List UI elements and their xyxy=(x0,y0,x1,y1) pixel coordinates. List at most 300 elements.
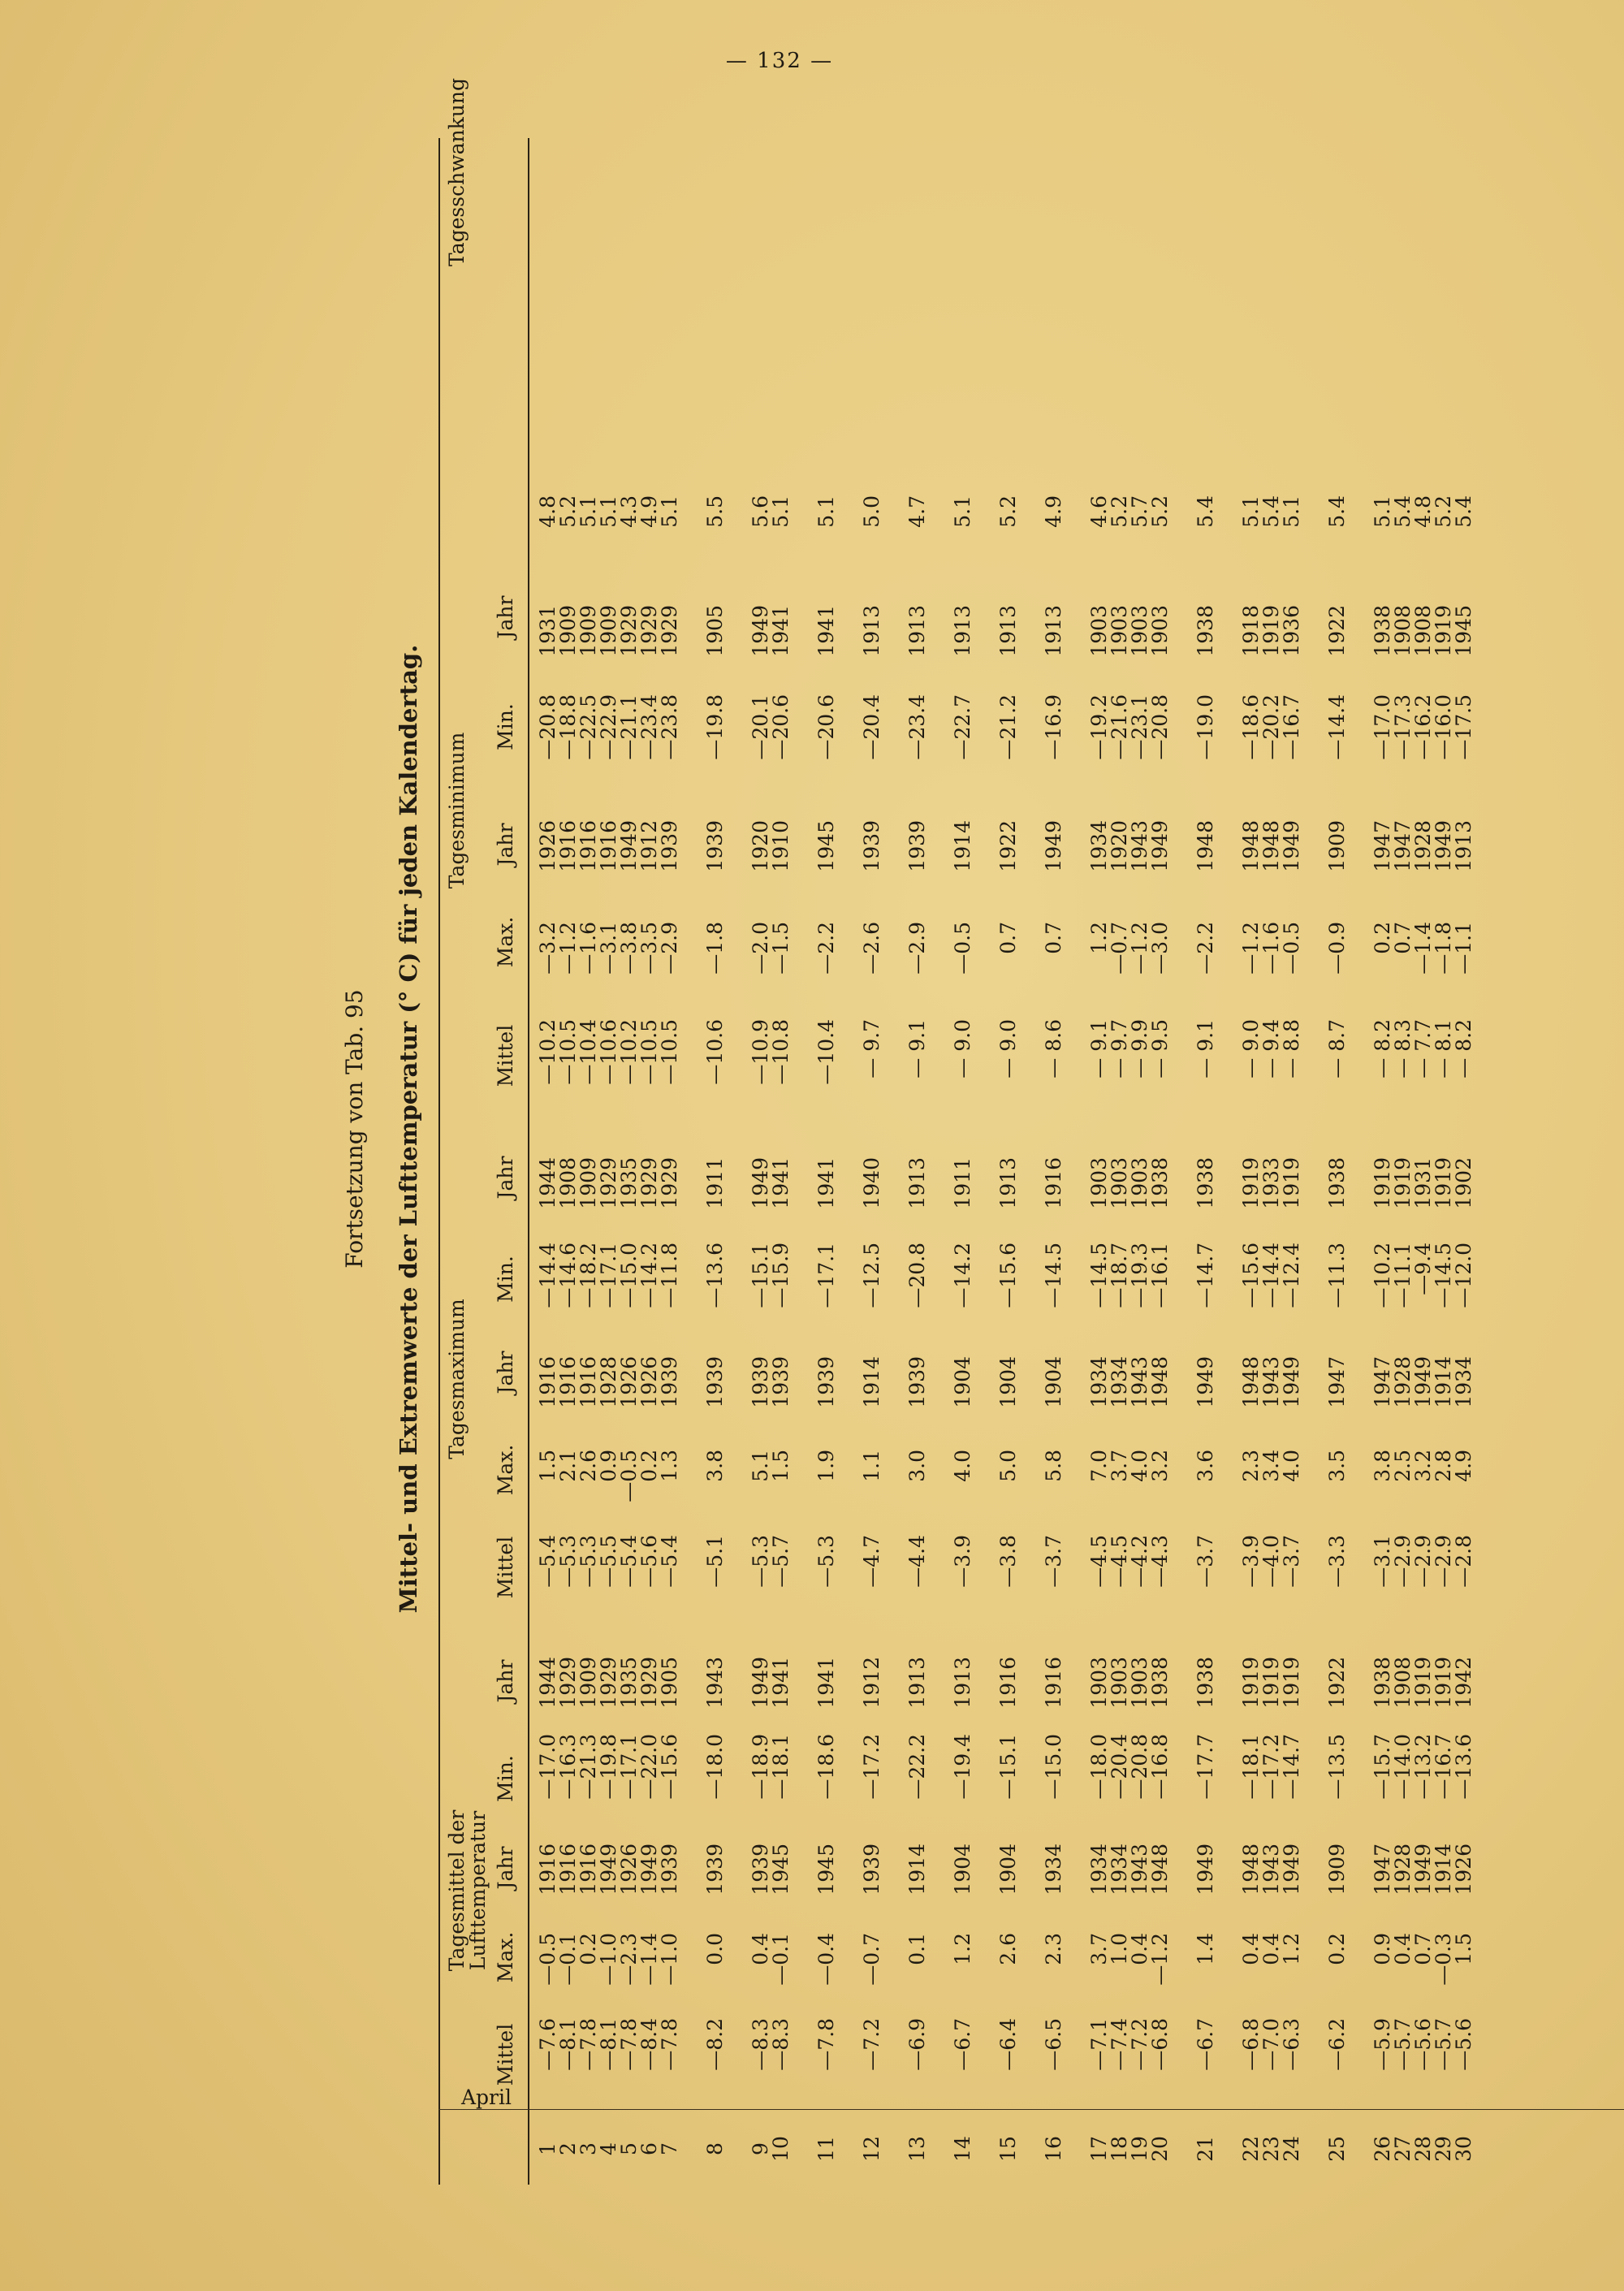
table-cell: 1922 xyxy=(996,820,1020,872)
table-cell: 5.8 xyxy=(1042,1450,1065,1482)
table-cell: —5.4 xyxy=(536,1535,559,1588)
day-number: 4 xyxy=(597,2142,620,2155)
table-cell: 1919 xyxy=(1432,1157,1455,1209)
table-cell: 1903 xyxy=(1087,1157,1111,1209)
table-cell: —19.2 xyxy=(1087,694,1111,760)
table-cell: —17.5 xyxy=(1452,694,1475,760)
table-cell: —4.5 xyxy=(1108,1535,1131,1588)
table-cell: 1938 xyxy=(1194,605,1217,657)
table-cell: —18.6 xyxy=(814,1734,838,1800)
table-cell: 5.1 xyxy=(658,495,681,528)
table-cell: —20.4 xyxy=(1108,1734,1131,1800)
day-number: 8 xyxy=(703,2142,727,2155)
table-cell: 3.2 xyxy=(1411,1450,1435,1482)
table-cell: 0.4 xyxy=(1239,1933,1263,1965)
table-cell: —8.3 xyxy=(749,2018,772,2071)
header-max-1: Max. xyxy=(494,1931,517,1983)
table-cell: —11.8 xyxy=(658,1243,681,1308)
table-cell: —19.0 xyxy=(1194,694,1217,760)
table-cell: —11.3 xyxy=(1325,1243,1349,1308)
table-cell: —8.1 xyxy=(556,2018,580,2071)
table-cell: 1941 xyxy=(769,1157,793,1209)
table-cell: —3.3 xyxy=(1325,1535,1349,1588)
table-cell: —4.7 xyxy=(860,1535,883,1588)
column-min-min xyxy=(538,694,1474,788)
table-cell: 0.9 xyxy=(1371,1933,1394,1965)
table-cell: 1903 xyxy=(1128,1657,1151,1709)
table-cell: 1912 xyxy=(637,820,661,872)
table-cell: 1939 xyxy=(860,820,883,872)
table-cell: —8.1 xyxy=(597,2018,620,2071)
table-cell: 5.6 xyxy=(749,495,772,528)
table-cell: —17.0 xyxy=(1371,694,1394,760)
table-cell: — 8.6 xyxy=(1042,1019,1065,1078)
table-cell: 4.9 xyxy=(637,495,661,528)
table-cell: —1.0 xyxy=(597,1933,620,1986)
table-cell: 1929 xyxy=(637,605,661,657)
table-cell: 1931 xyxy=(536,605,559,657)
column-mittel-max xyxy=(538,1933,1474,2006)
table-cell: 1909 xyxy=(577,605,600,657)
table-cell: —0.5 xyxy=(951,922,974,975)
table-cell: 5.2 xyxy=(1432,495,1455,528)
table-cell: 1943 xyxy=(1259,1844,1283,1895)
table-cell: 1929 xyxy=(597,1657,620,1709)
table-cell: —17.3 xyxy=(1391,694,1415,760)
table-cell: 1905 xyxy=(703,605,727,657)
day-number: 10 xyxy=(769,2136,793,2162)
table-top-rule xyxy=(438,138,440,2185)
table-cell: —14.2 xyxy=(951,1243,974,1308)
table-cell: —6.2 xyxy=(1325,2018,1349,2071)
table-cell: 1939 xyxy=(703,820,727,872)
table-cell: 5.1 xyxy=(769,495,793,528)
table-cell: 4.6 xyxy=(1087,495,1111,528)
table-cell: 0.7 xyxy=(1391,922,1415,954)
table-cell: —1.0 xyxy=(658,1933,681,1986)
table-cell: 1909 xyxy=(556,605,580,657)
table-cell: 1913 xyxy=(996,605,1020,657)
day-number: 30 xyxy=(1452,2136,1475,2162)
table-cell: —14.7 xyxy=(1280,1734,1303,1800)
table-cell: —2.9 xyxy=(658,922,681,975)
day-column-rule xyxy=(438,2109,1624,2110)
table-cell: 1929 xyxy=(597,1157,620,1209)
table-cell: —3.8 xyxy=(617,922,641,975)
table-cell: —15.9 xyxy=(769,1243,793,1308)
table-cell: —0.1 xyxy=(769,1933,793,1986)
table-cell: —2.9 xyxy=(905,922,929,975)
table-cell: 5.0 xyxy=(860,495,883,528)
header-min-3: Min. xyxy=(494,703,517,750)
table-cell: —19.4 xyxy=(951,1734,974,1800)
table-cell: — 8.1 xyxy=(1432,1019,1455,1078)
table-cell: 1949 xyxy=(1148,820,1172,872)
table-cell: 1903 xyxy=(1087,605,1111,657)
table-cell: —18.1 xyxy=(1239,1734,1263,1800)
table-cell: —1.2 xyxy=(1148,1933,1172,1986)
table-cell: — 8.2 xyxy=(1452,1019,1475,1078)
table-cell: 1913 xyxy=(1452,820,1475,872)
table-cell: —5.6 xyxy=(1411,2018,1435,2071)
table-cell: 1948 xyxy=(1148,1844,1172,1895)
table-cell: 5.0 xyxy=(996,1450,1020,1482)
table-cell: —5.6 xyxy=(1452,2018,1475,2071)
table-cell: —7.8 xyxy=(814,2018,838,2071)
table-cell: 1938 xyxy=(1148,1657,1172,1709)
table-cell: 3.4 xyxy=(1259,1450,1283,1482)
table-cell: 1939 xyxy=(658,820,681,872)
table-cell: 1938 xyxy=(1194,1657,1217,1709)
table-cell: — 9.4 xyxy=(1259,1019,1283,1078)
table-cell: —5.7 xyxy=(1432,2018,1455,2071)
table-cell: 1.5 xyxy=(536,1450,559,1482)
table-cell: —20.8 xyxy=(536,694,559,760)
table-cell: —1.5 xyxy=(769,922,793,975)
table-cell: —3.1 xyxy=(597,922,620,975)
table-cell: —18.2 xyxy=(577,1243,600,1308)
table-cell: 2.1 xyxy=(556,1450,580,1482)
table-cell: 1942 xyxy=(1452,1657,1475,1709)
table-cell: —23.1 xyxy=(1128,694,1151,760)
day-number: 18 xyxy=(1108,2136,1131,2162)
table-cell: 0.7 xyxy=(1411,1933,1435,1965)
day-number: 14 xyxy=(951,2136,974,2162)
column-max-min xyxy=(538,1243,1474,1332)
table-cell: 1903 xyxy=(1108,605,1131,657)
table-cell: —10.5 xyxy=(658,1019,681,1085)
table-cell: 2.3 xyxy=(1042,1933,1065,1965)
table-cell: 1926 xyxy=(536,820,559,872)
table-cell: 5.1 xyxy=(1371,495,1394,528)
table-cell: —0.5 xyxy=(1280,922,1303,975)
table-cell: —12.5 xyxy=(860,1243,883,1308)
table-cell: 1947 xyxy=(1371,820,1394,872)
table-cell: 5.1 xyxy=(597,495,620,528)
table-cell: —5.1 xyxy=(703,1535,727,1588)
table-cell: 0.2 xyxy=(577,1933,600,1965)
table-cell: 2.6 xyxy=(996,1933,1020,1965)
table-cell: 1938 xyxy=(1194,1157,1217,1209)
header-jahr-2: Jahr xyxy=(494,1659,517,1703)
table-cell: —7.8 xyxy=(617,2018,641,2071)
header-group-tagesminimum: Tagesminimum xyxy=(445,732,469,889)
day-number: 16 xyxy=(1042,2136,1065,2162)
table-cell: 4.0 xyxy=(1280,1450,1303,1482)
table-cell: 1922 xyxy=(1325,1657,1349,1709)
table-cell: 1902 xyxy=(1452,1157,1475,1209)
table-cell: —10.2 xyxy=(617,1019,641,1085)
table-cell: —3.0 xyxy=(1148,922,1172,975)
day-number: 21 xyxy=(1194,2136,1217,2162)
day-number: 25 xyxy=(1325,2136,1349,2162)
table-cell: —0.3 xyxy=(1432,1933,1455,1986)
table-cell: —10.2 xyxy=(536,1019,559,1085)
table-cell: 1903 xyxy=(1148,605,1172,657)
page-number: — 132 — xyxy=(725,49,834,73)
table-cell: — 7.7 xyxy=(1411,1019,1435,1078)
table-cell: 1934 xyxy=(1087,1356,1111,1408)
table-cell: 1928 xyxy=(1391,1356,1415,1408)
table-cell: 1949 xyxy=(1411,1844,1435,1895)
table-cell: —7.6 xyxy=(536,2018,559,2071)
table-cell: 1913 xyxy=(860,605,883,657)
table-cell: 3.2 xyxy=(1148,1450,1172,1482)
table-cell: 1943 xyxy=(1259,1356,1283,1408)
table-cell: 1941 xyxy=(769,1657,793,1709)
table-cell: —3.5 xyxy=(637,922,661,975)
table-cell: 1913 xyxy=(1042,605,1065,657)
table-cell: —10.6 xyxy=(703,1019,727,1085)
table-cell: —0.1 xyxy=(556,1933,580,1986)
table-cell: —13.5 xyxy=(1325,1734,1349,1800)
table-cell: — 8.3 xyxy=(1391,1019,1415,1078)
table-cell: 1904 xyxy=(951,1356,974,1408)
table-cell: 3.8 xyxy=(703,1450,727,1482)
table-cell: 1939 xyxy=(860,1844,883,1895)
table-cell: —8.2 xyxy=(703,2018,727,2071)
table-cell: 1919 xyxy=(1239,1657,1263,1709)
day-number: 1 xyxy=(536,2142,559,2155)
table-cell: —14.5 xyxy=(1042,1243,1065,1308)
table-cell: —1.4 xyxy=(637,1933,661,1986)
table-cell: —7.1 xyxy=(1087,2018,1111,2071)
table-cell: 2.8 xyxy=(1432,1450,1455,1482)
table-cell: 1.5 xyxy=(769,1450,793,1482)
table-cell: 1947 xyxy=(1325,1356,1349,1408)
table-cell: —15.0 xyxy=(1042,1734,1065,1800)
table-cell: —10.6 xyxy=(597,1019,620,1085)
table-cell: —1.2 xyxy=(556,922,580,975)
table-cell: —17.2 xyxy=(860,1734,883,1800)
table-cell: 1.1 xyxy=(860,1450,883,1482)
header-month: April xyxy=(461,2086,512,2109)
table-cell: —2.3 xyxy=(617,1933,641,1986)
table-cell: 1904 xyxy=(996,1844,1020,1895)
table-cell: 1.5 xyxy=(1452,1933,1475,1965)
header-min-2: Min. xyxy=(494,1256,517,1303)
table-cell: —4.2 xyxy=(1128,1535,1151,1588)
table-cell: 1.2 xyxy=(1280,1933,1303,1965)
table-cell: 5.4 xyxy=(1194,495,1217,528)
table-cell: —1.1 xyxy=(1452,922,1475,975)
table-cell: —15.1 xyxy=(996,1734,1020,1800)
table-cell: — 9.0 xyxy=(1239,1019,1263,1078)
table-cell: —15.6 xyxy=(996,1243,1020,1308)
table-cell: 1908 xyxy=(1391,605,1415,657)
table-cell: 5.2 xyxy=(1148,495,1172,528)
table-cell: 1949 xyxy=(597,1844,620,1895)
table-cell: 1941 xyxy=(814,1657,838,1709)
table-cell: 0.2 xyxy=(1371,922,1394,954)
table-cell: 5.1 xyxy=(951,495,974,528)
table-cell: 1903 xyxy=(1128,605,1151,657)
day-number: 24 xyxy=(1280,2136,1303,2162)
table-cell: —16.8 xyxy=(1148,1734,1172,1800)
table-cell: —20.8 xyxy=(905,1243,929,1308)
table-cell: —22.5 xyxy=(577,694,600,760)
table-cell: —14.5 xyxy=(1432,1243,1455,1308)
table-cell: —13.2 xyxy=(1411,1734,1435,1800)
table-cell: —7.4 xyxy=(1108,2018,1131,2071)
table-cell: —6.9 xyxy=(905,2018,929,2071)
table-cell: 1912 xyxy=(860,1657,883,1709)
table-cell: 1914 xyxy=(860,1356,883,1408)
table-cell: 2.6 xyxy=(577,1450,600,1482)
table-cell: 5.4 xyxy=(1259,495,1283,528)
table-cell: 1916 xyxy=(536,1356,559,1408)
table-cell: —10.4 xyxy=(814,1019,838,1085)
table-cell: —1.8 xyxy=(703,922,727,975)
table-cell: —20.6 xyxy=(769,694,793,760)
header-group-tagesmittel: Tagesmittel der Lufttemperatur xyxy=(445,1809,490,1972)
day-number: 29 xyxy=(1432,2136,1455,2162)
table-cell: 0.4 xyxy=(1128,1933,1151,1965)
table-cell: 1920 xyxy=(1108,820,1131,872)
table-cell: —3.7 xyxy=(1280,1535,1303,1588)
table-cell: —23.4 xyxy=(637,694,661,760)
table-cell: 1947 xyxy=(1371,1356,1394,1408)
table-cell: 1926 xyxy=(617,1844,641,1895)
header-jahr-3: Jahr xyxy=(494,1351,517,1394)
table-cell: 1916 xyxy=(1042,1657,1065,1709)
table-cell: —10.5 xyxy=(637,1019,661,1085)
table-cell: 1919 xyxy=(1259,1657,1283,1709)
table-cell: 5.4 xyxy=(1325,495,1349,528)
table-cell: — 9.1 xyxy=(1194,1019,1217,1078)
table-cell: — 8.7 xyxy=(1325,1019,1349,1078)
table-cell: 1945 xyxy=(769,1844,793,1895)
table-cell: —5.7 xyxy=(1391,2018,1415,2071)
table-cell: —10.4 xyxy=(577,1019,600,1085)
table-cell: 3.7 xyxy=(1087,1933,1111,1965)
day-number: 23 xyxy=(1259,2136,1283,2162)
table-cell: 5.4 xyxy=(1391,495,1415,528)
day-number: 13 xyxy=(905,2136,929,2162)
table-cell: —2.6 xyxy=(860,922,883,975)
table-cell: 1936 xyxy=(1280,605,1303,657)
table-cell: 1945 xyxy=(814,820,838,872)
table-cell: —0.4 xyxy=(814,1933,838,1986)
table-cell: 1913 xyxy=(905,605,929,657)
day-number: 15 xyxy=(996,2136,1020,2162)
table-cell: 1935 xyxy=(617,1157,641,1209)
table-cell: 1934 xyxy=(1087,1844,1111,1895)
table-cell: 0.1 xyxy=(905,1933,929,1965)
table-cell: 1.2 xyxy=(1087,922,1111,954)
table-cell: 5.1 xyxy=(814,495,838,528)
table-cell: 1940 xyxy=(860,1157,883,1209)
table-cell: 5.2 xyxy=(1108,495,1131,528)
table-cell: — 9.5 xyxy=(1148,1019,1172,1078)
table-cell: — 9.7 xyxy=(1108,1019,1131,1078)
header-jahr-5: Jahr xyxy=(494,823,517,867)
table-cell: 1929 xyxy=(556,1657,580,1709)
table-cell: 1916 xyxy=(577,1356,600,1408)
day-number: 20 xyxy=(1148,2136,1172,2162)
table-cell: —10.8 xyxy=(769,1019,793,1085)
table-cell: 1911 xyxy=(951,1157,974,1209)
table-cell: 1903 xyxy=(1128,1157,1151,1209)
table-cell: —14.7 xyxy=(1194,1243,1217,1308)
table-cell: — 9.0 xyxy=(996,1019,1020,1078)
table-cell: 1938 xyxy=(1325,1157,1349,1209)
table-cell: 4.3 xyxy=(617,495,641,528)
table-cell: 1919 xyxy=(1280,1657,1303,1709)
table-cell: 5.1 xyxy=(1280,495,1303,528)
table-cell: 1916 xyxy=(996,1657,1020,1709)
table-cell: 4.9 xyxy=(1042,495,1065,528)
table-cell: 1926 xyxy=(637,1356,661,1408)
table-cell: — 9.0 xyxy=(951,1019,974,1078)
day-number: 12 xyxy=(860,2136,883,2162)
day-number: 5 xyxy=(617,2142,641,2155)
table-cell: — 9.7 xyxy=(860,1019,883,1078)
header-rule xyxy=(528,138,529,2185)
header-jahr-6: Jahr xyxy=(494,595,517,639)
table-cell: 4.0 xyxy=(951,1450,974,1482)
column-max-min-jahr xyxy=(538,1157,1474,1230)
table-cell: 1908 xyxy=(556,1157,580,1209)
table-cell: 1948 xyxy=(1194,820,1217,872)
table-cell: —5.7 xyxy=(769,1535,793,1588)
table-cell: 5.1 xyxy=(749,1450,772,1482)
table-cell: —18.6 xyxy=(1239,694,1263,760)
table-cell: 1943 xyxy=(703,1657,727,1709)
table-cell: 1914 xyxy=(1432,1844,1455,1895)
table-cell: 1944 xyxy=(536,1657,559,1709)
table-cell: —21.2 xyxy=(996,694,1020,760)
table-cell: —16.9 xyxy=(1042,694,1065,760)
table-cell: 1938 xyxy=(1371,605,1394,657)
table-cell: 1939 xyxy=(769,1356,793,1408)
table-cell: 5.7 xyxy=(1128,495,1151,528)
table-cell: 1916 xyxy=(577,1844,600,1895)
day-number-column xyxy=(538,2113,1474,2185)
table-cell: 1903 xyxy=(1087,1657,1111,1709)
table-cell: —11.1 xyxy=(1391,1243,1415,1308)
table-cell: 0.2 xyxy=(637,1450,661,1482)
table-cell: —6.5 xyxy=(1042,2018,1065,2071)
table-cell: 1938 xyxy=(1148,1157,1172,1209)
table-cell: —3.8 xyxy=(996,1535,1020,1588)
table-cell: 1929 xyxy=(637,1657,661,1709)
table-cell: —18.9 xyxy=(749,1734,772,1800)
table-cell: —20.2 xyxy=(1259,694,1283,760)
table-cell: —18.1 xyxy=(769,1734,793,1800)
table-cell: 1939 xyxy=(749,1356,772,1408)
table-cell: —22.9 xyxy=(597,694,620,760)
header-max-3: Max. xyxy=(494,916,517,968)
table-cell: —17.1 xyxy=(617,1734,641,1800)
table-cell: 1916 xyxy=(536,1844,559,1895)
table-cell: —1.6 xyxy=(577,922,600,975)
table-cell: 1904 xyxy=(951,1844,974,1895)
day-number: 6 xyxy=(637,2142,661,2155)
table-cell: 1929 xyxy=(658,605,681,657)
table-cell: —0.5 xyxy=(617,1450,641,1502)
table-cell: —15.7 xyxy=(1371,1734,1394,1800)
table-cell: 1920 xyxy=(749,820,772,872)
table-cell: —6.8 xyxy=(1148,2018,1172,2071)
table-cell: —2.9 xyxy=(1391,1535,1415,1588)
table-cell: 1929 xyxy=(658,1157,681,1209)
column-max-max-jahr xyxy=(538,1356,1474,1429)
table-cell: —17.1 xyxy=(597,1243,620,1308)
table-cell: —19.3 xyxy=(1128,1243,1151,1308)
table-cell: —12.4 xyxy=(1280,1243,1303,1308)
table-cell: —6.7 xyxy=(951,2018,974,2071)
